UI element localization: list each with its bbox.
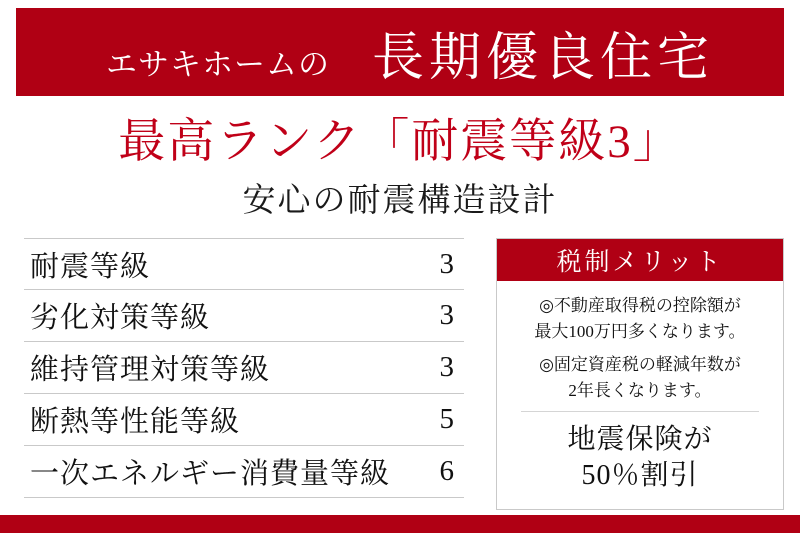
table-row	[24, 394, 464, 446]
merit-highlight-line1: 地震保険が	[567, 424, 713, 455]
merit-highlight	[507, 422, 773, 494]
top-banner	[16, 8, 784, 96]
merit-item-line1: ◎固定資産税の軽減年数が	[539, 355, 741, 374]
spec-value: 3	[439, 351, 454, 383]
spec-value: 6	[439, 455, 454, 487]
spec-label: 耐震等級	[30, 250, 151, 283]
tax-merit-body	[497, 281, 783, 494]
merit-item-line1: ◎不動産取得税の控除額が	[539, 296, 741, 315]
list-item	[507, 293, 773, 344]
table-row	[24, 446, 464, 498]
spec-value: 5	[439, 403, 454, 435]
spec-label: 維持管理対策等級	[30, 354, 271, 386]
banner-prefix-text: エサキホームの	[105, 46, 330, 82]
top-banner-inner	[16, 15, 784, 90]
spec-label: 一次エネルギー消費量等級	[30, 458, 391, 490]
list-item	[507, 352, 773, 403]
subheadline-text: 安心の耐震構造設計	[242, 183, 558, 219]
headline-text: 最高ランク「耐震等級3」	[118, 116, 682, 168]
table-row	[24, 290, 464, 342]
merit-item-line2: 最大100万円多くなります。	[534, 321, 746, 341]
spec-value: 3	[439, 247, 454, 280]
table-row	[24, 238, 464, 290]
banner-title-text: 長期優良住宅	[371, 29, 714, 87]
merit-item-line2: 2年長くなります。	[568, 380, 712, 400]
spec-label: 断熱等性能等級	[30, 406, 241, 438]
table-row	[24, 342, 464, 394]
tax-merit-header: 税制メリット	[497, 239, 783, 281]
spec-table	[24, 238, 464, 498]
spec-value: 3	[439, 299, 454, 331]
tax-merit-box	[496, 238, 784, 510]
spec-label: 劣化対策等級	[30, 302, 211, 334]
merit-highlight-line2: 50％割引	[581, 459, 699, 491]
bottom-accent-bar	[0, 515, 800, 533]
divider	[521, 411, 759, 412]
